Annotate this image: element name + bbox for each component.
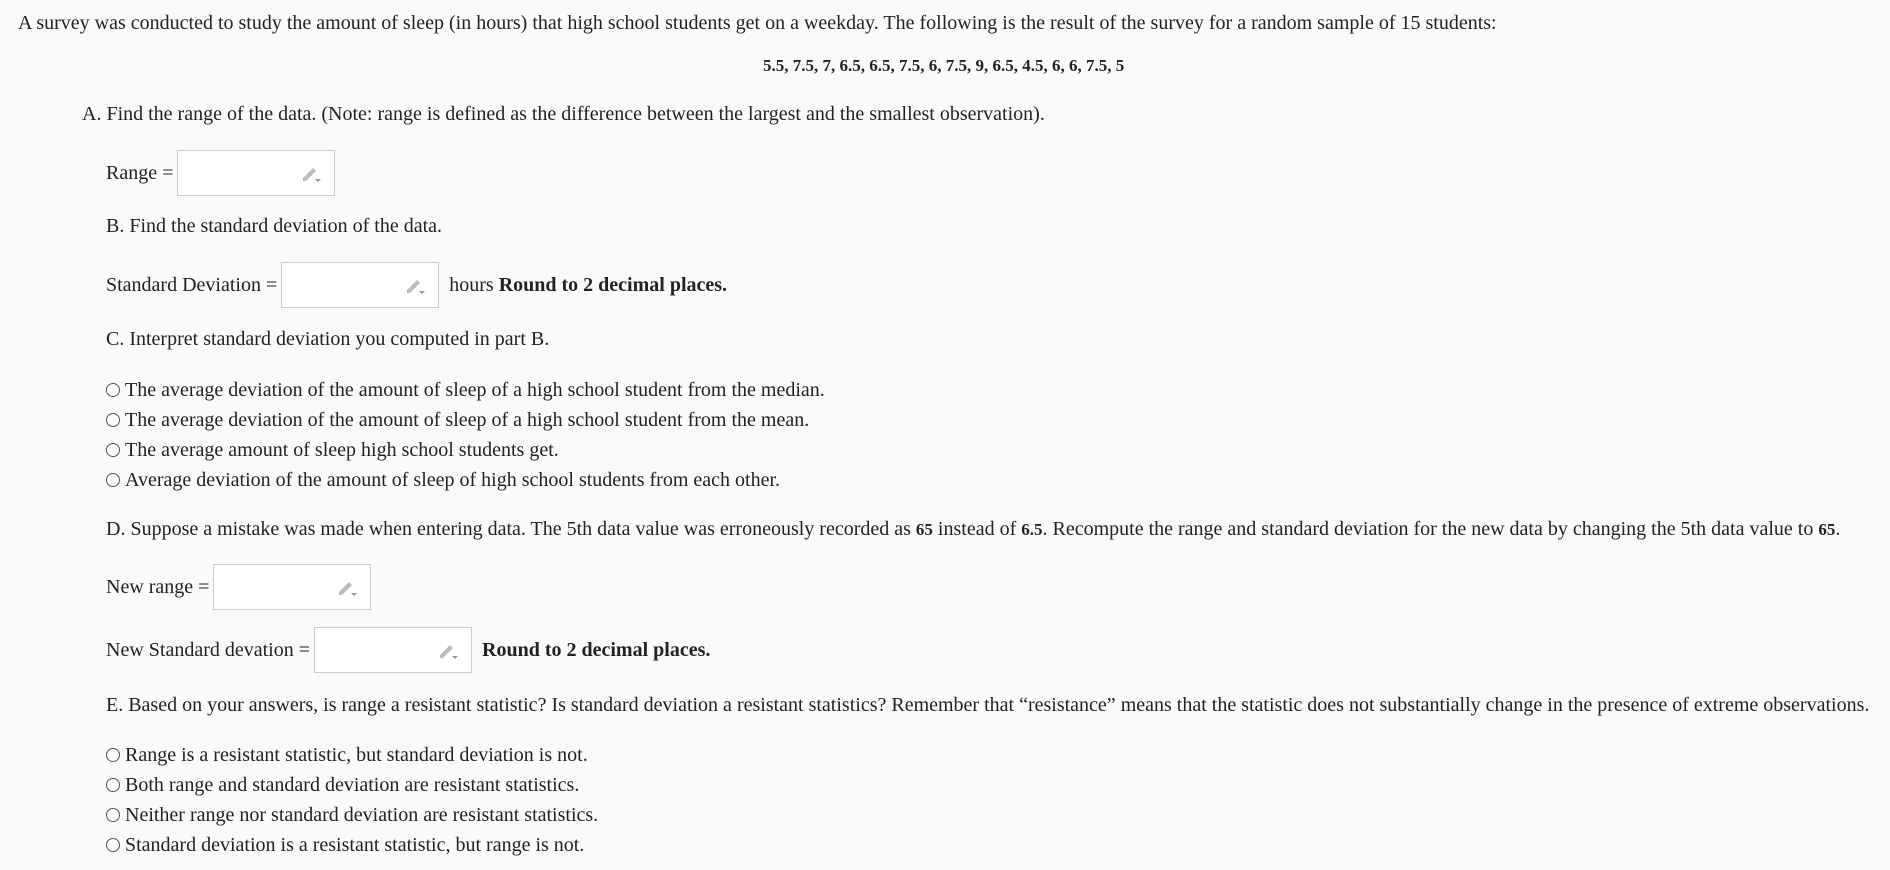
radio-button[interactable] [106, 838, 120, 852]
radio-option[interactable] [106, 740, 598, 770]
part-c-options [106, 375, 825, 495]
radio-option[interactable] [106, 465, 825, 495]
part-e-question: E. Based on your answers, is range a resistant statistic? Is standard deviation a resistant statistics? Remember that “resistance” means that the statistic does not substantially change in the presence of extreme observations. [106, 694, 1870, 716]
part-d-question: D. Suppose a mistake was made when entering data. The 5th data value was erroneously recorded as 65 instead of 6.5. Recompute the range and standard deviation for the new data by changing the 5th data value to 65. [106, 518, 1841, 540]
sd-note: Round to 2 decimal places. [498, 273, 728, 296]
new-sd-note: Round to 2 decimal places. [482, 638, 711, 661]
radio-button[interactable] [106, 383, 120, 397]
radio-option[interactable] [106, 800, 598, 830]
option-label: The average deviation of the amount of sleep of a high school student from the median. [125, 378, 825, 401]
radio-button[interactable] [106, 808, 120, 822]
radio-option[interactable] [106, 375, 825, 405]
part-e-options [106, 740, 598, 860]
option-label: Neither range nor standard deviation are resistant statistics. [125, 803, 599, 826]
pencil-icon[interactable] [336, 577, 358, 597]
radio-button[interactable] [106, 748, 120, 762]
option-label: Range is a resistant statistic, but standard deviation is not. [125, 743, 588, 766]
radio-option[interactable] [106, 830, 598, 860]
part-c-question: C. Interpret standard deviation you computed in part B. [106, 328, 550, 350]
radio-button[interactable] [106, 473, 120, 487]
range-input[interactable] [177, 150, 335, 196]
radio-option[interactable] [106, 405, 825, 435]
sd-input[interactable] [281, 262, 439, 308]
option-label: The average amount of sleep high school students get. [125, 438, 559, 461]
radio-button[interactable] [106, 443, 120, 457]
new-range-input[interactable] [213, 564, 371, 610]
option-label: Both range and standard deviation are resistant statistics. [125, 773, 580, 796]
intro-text: A survey was conducted to study the amount of sleep (in hours) that high school students get on a weekday. The following is the result of the survey for a random sample of 15 students: [18, 12, 1497, 34]
new-range-label: New range = [106, 575, 210, 598]
pencil-icon[interactable] [300, 163, 322, 183]
radio-button[interactable] [106, 778, 120, 792]
radio-button[interactable] [106, 413, 120, 427]
pencil-icon[interactable] [437, 640, 459, 660]
data-values: 5.5, 7.5, 7, 6.5, 6.5, 7.5, 6, 7.5, 9, 6.5, 4.5, 6, 6, 7.5, 5 [763, 56, 1125, 75]
radio-option[interactable] [106, 435, 825, 465]
new-sd-input[interactable] [314, 627, 472, 673]
pencil-icon[interactable] [404, 275, 426, 295]
option-label: Standard deviation is a resistant statistic, but range is not. [125, 833, 585, 856]
sd-unit: hours [449, 273, 494, 296]
range-label: Range = [106, 161, 174, 184]
option-label: Average deviation of the amount of sleep of high school students from each other. [125, 468, 780, 491]
new-sd-label: New Standard devation = [106, 638, 311, 661]
part-a-question: A. Find the range of the data. (Note: range is defined as the difference between the largest and the smallest observation). [82, 103, 1045, 125]
sd-label: Standard Deviation = [106, 273, 278, 296]
part-b-question: B. Find the standard deviation of the data. [106, 215, 443, 237]
option-label: The average deviation of the amount of sleep of a high school student from the mean. [125, 408, 810, 431]
radio-option[interactable] [106, 770, 598, 800]
